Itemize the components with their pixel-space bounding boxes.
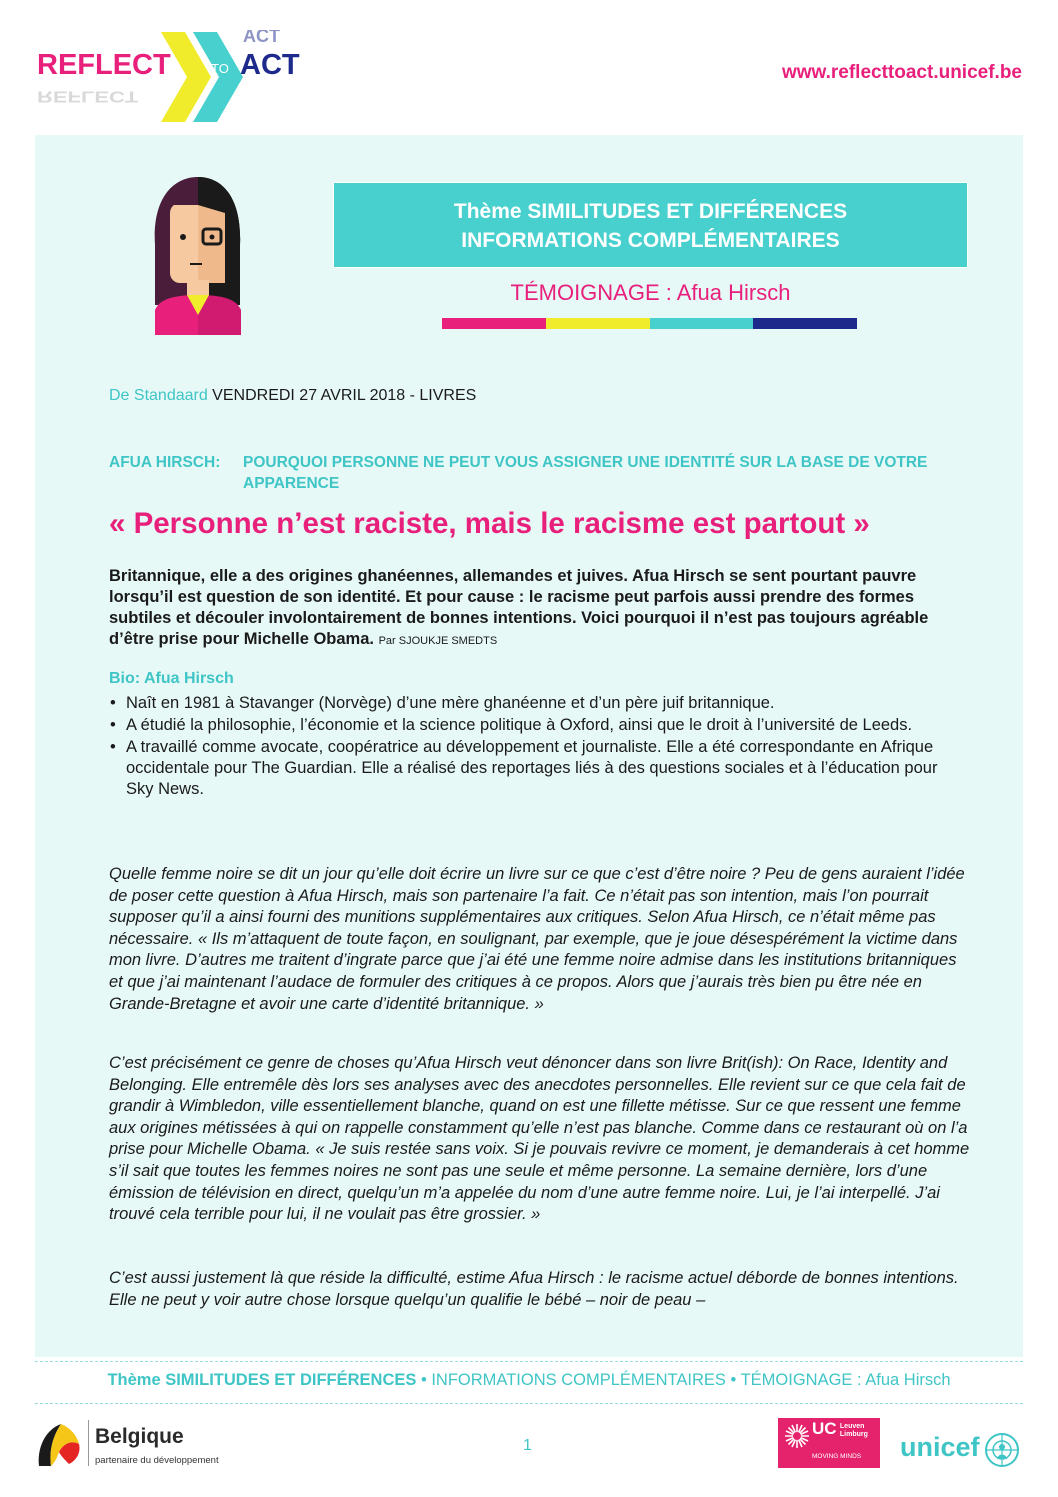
body-paragraph: Quelle femme noire se dit un jour qu’elle doit écrire un livre sur ce que c’est d’être noire ? Peu de gens auraient l’idée de poser cette question à Afua Hirsch, mais son partenaire l’a fait. Ce n’était pas son intention, mais l’on pourrait supposer qu’il a ainsi fourni des munitions supplémentaires aux critiques. Selon Afua Hirsch, ce n’était même pas nécessaire. « Ils m’attaquent de toute façon, en soulignant, par exemple, que je joue désespérément la victime dans mon livre. D’autres me traitent d’ingrate parce que j’ai été une femme noire admise dans les institutions britanniques et que j’ai maintenant l’audace de formuler des critiques à ce propos. Alors que j’aurais très bien pu être née en Grande-Bretagne et avoir une carte d’identité britannique. » [109,865,965,1013]
color-bar-yellow [546,318,650,329]
theme-title: Thème SIMILITUDES ET DIFFÉRENCES [453,200,848,223]
kicker-text: POURQUOI PERSONNE NE PEUT VOUS ASSIGNER UNE IDENTITÉ SUR LA BASE DE VOTRE APPARENCE [243,454,928,492]
bio-list [109,693,969,801]
ucll-leuven: Leuven [839,1423,865,1430]
color-bar-navy [753,318,857,329]
article-source [109,387,476,405]
article-kicker [109,452,963,494]
footer-theme-bold: Thème SIMILITUDES ET DIFFÉRENCES [107,1371,417,1389]
svg-text:REFLECT: REFLECT [37,87,139,105]
page-number: 1 [523,1437,532,1454]
publication-date: VENDREDI 27 AVRIL 2018 - LIVRES [207,387,477,404]
belgium-logo-divider [88,1420,89,1466]
bio-item: • A travaillé comme avocate, coopératrice au développement et journaliste. Elle a été correspondante en Afrique occidentale pour The Guardian. Elle a réalisé des reportages liés à des questions sociales et à l’éducation pour Sky News. [109,737,969,800]
newspaper-name: De Standaard [109,387,208,404]
logo-word-to: TO [211,61,229,76]
theme-subtitle: INFORMATIONS COMPLÉMENTAIRES [461,229,840,252]
belgium-subtitle: partenaire du développement [95,1455,219,1466]
footer-divider [35,1403,1023,1404]
footer-theme-rest: • INFORMATIONS COMPLÉMENTAIRES • TÉMOIGNAGE : Afua Hirsch [416,1371,951,1389]
article-lead [109,566,969,652]
ucll-limburg: Limburg [839,1431,868,1438]
byline: Par SJOUKJE SMEDTS [378,635,498,647]
logo-word-reflect: REFLECT [37,49,171,81]
bio-item: • A étudié la philosophie, l’économie et la science politique à Oxford, ainsi que le droit à l’université de Leeds. [109,715,969,736]
ucll-burst-icon [784,1423,810,1449]
bio-heading: Bio: Afua Hirsch [109,670,234,687]
svg-text:ACT: ACT [243,30,280,46]
website-url[interactable]: www.reflecttoact.unicef.be [781,62,1022,83]
unicef-globe-icon [984,1432,1020,1468]
reflect-to-act-logo [35,30,325,125]
testimony-title: TÉMOIGNAGE : Afua Hirsch [510,280,791,305]
body-paragraph: C’est précisément ce genre de choses qu’Afua Hirsch veut dénoncer dans son livre Brit(ish): On Race, Identity and Belonging. Elle entremêle dès lors ses analyses avec des anecdotes personnelles. Elle revient sur ce que cela fait de grandir à Wimbledon, ville essentiellement blanche, quand on est une fillette métisse. Sur ce que ressent une femme aux origines métissées à qui on rappelle constamment qu’elle n’est pas blanche. Comme dans ce restaurant où on l’a prise pour Michelle Obama. « Je suis restée sans voix. Si je pouvais revivre ce moment, je demanderais à cet homme s’il sait que toutes les femmes noires ne sont pas une seule et même personne. La semaine dernière, lors d’une émission de télévision en direct, quelqu’un m’a appelée du nom d’une autre femme noire. Lui, je l’ai interpellé. J’ai trouvé cela terrible pour lui, il ne voulait pas être grossier. » [109,1054,970,1224]
body-paragraph: C’est aussi justement là que réside la difficulté, estime Afua Hirsch : le racisme actuel déborde de bonnes intentions. Elle ne peut y voir autre chose lorsque quelqu’un qualifie le bébé – noir de peau – [109,1269,959,1309]
color-bar-cyan [650,318,754,329]
color-bar-magenta [442,318,546,329]
kicker-name: AFUA HIRSCH: [109,454,221,471]
belgium-logo-icon [35,1418,87,1470]
lead-text: Britannique, elle a des origines ghanéennes, allemandes et juives. Afua Hirsch se sent pourtant pauvre lorsqu’il est question de son identité. Et pour cause : le racisme peut parfois aussi prendre des formes subtiles et découler involontairement de bonnes intentions. Voici pourquoi il n’est pas toujours agréable d’être prise pour Michelle Obama. [109,567,929,648]
ucll-tagline: MOVING MINDS [812,1453,862,1460]
theme-banner [333,182,968,268]
bio-item: • Naît en 1981 à Stavanger (Norvège) d’une mère ghanéenne et d’un père juif britannique. [109,693,969,714]
ucll-title [812,1419,868,1439]
avatar-illustration [150,175,245,335]
ucll-uc: UC [812,1419,837,1438]
footer-divider [35,1361,1023,1362]
footer-theme-line [0,1371,1058,1390]
logo-word-act: ACT [240,49,300,81]
belgium-title: Belgique [95,1425,184,1448]
unicef-wordmark: unicef [900,1432,980,1462]
article-headline: « Personne n’est raciste, mais le racisme est partout » [109,507,870,540]
